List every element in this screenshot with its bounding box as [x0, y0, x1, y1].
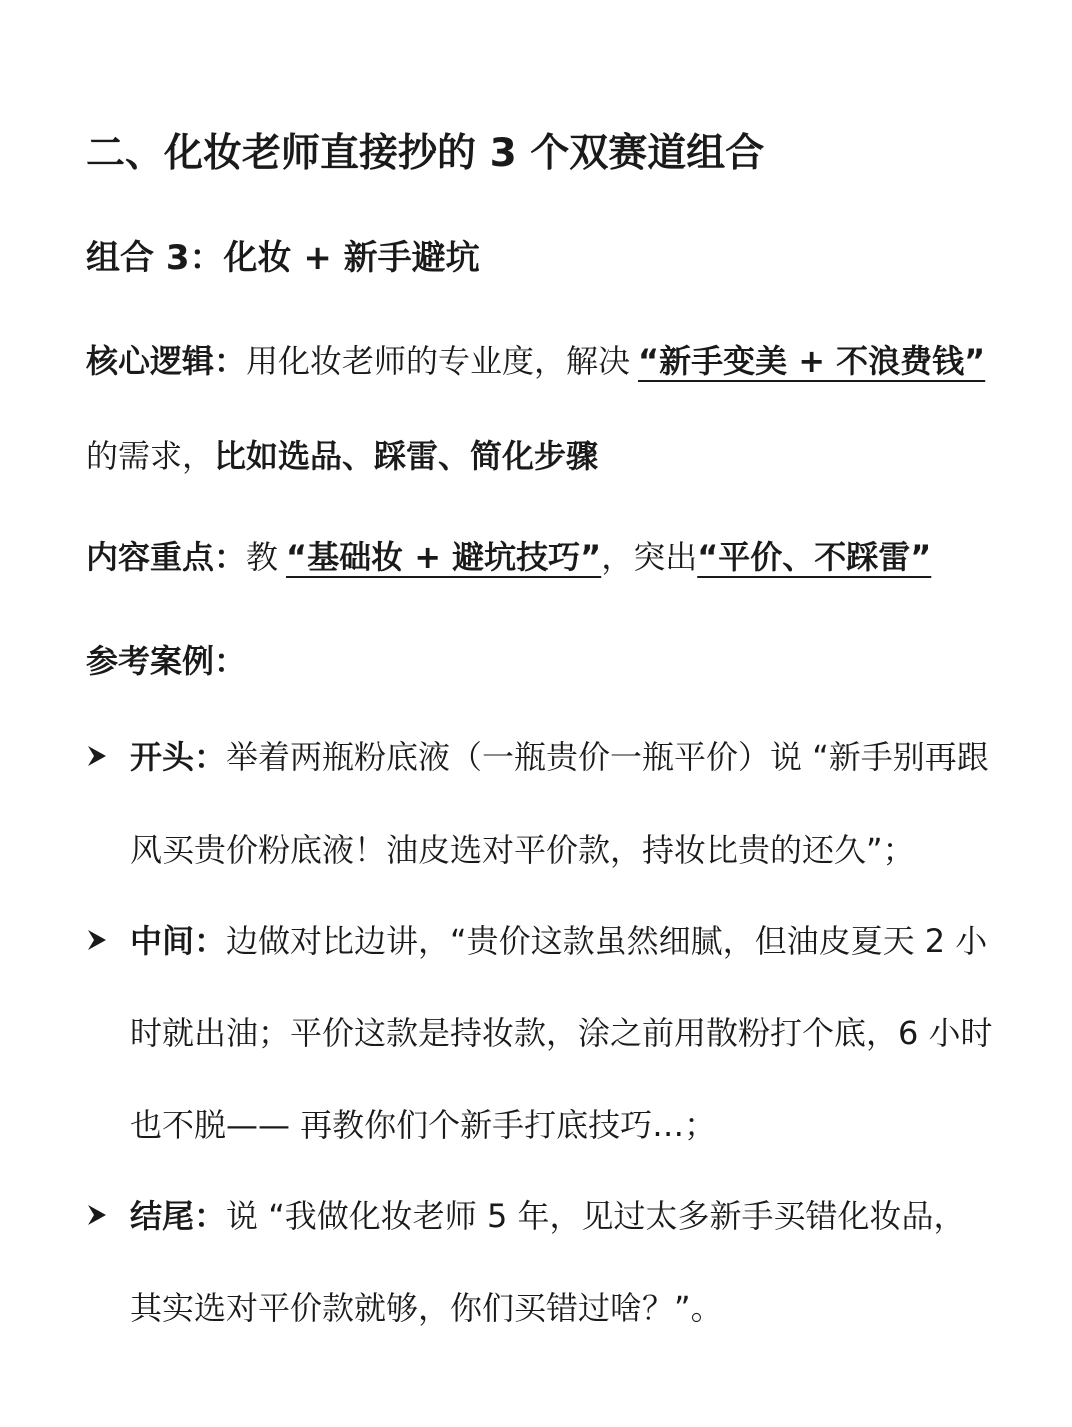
bullet-3-line-1	[130, 1197, 966, 1235]
content-focus-emphasize: ，突出	[601, 538, 698, 576]
bullet-3-text-1: 说 “我做化妆老师 5 年，见过太多新手买错化妆品，	[226, 1197, 966, 1235]
content-focus-teach: 教	[246, 538, 279, 576]
core-logic-text: 用化妆老师的专业度，解决	[246, 342, 631, 380]
bullet-1-line-2: 风买贵价粉底液！油皮选对平价款，持妆比贵的还久”；	[130, 831, 915, 869]
bullet-2-label: 中间：	[130, 922, 227, 960]
page-heading: 二、化妆老师直接抄的 3 个双赛道组合	[86, 131, 765, 176]
section-subheading: 组合 3：化妆 + 新手避坑	[86, 238, 480, 278]
core-logic-highlight: “新手变美 + 不浪费钱”	[638, 342, 986, 380]
bullet-1-line-1	[130, 738, 989, 776]
core-logic-line-2	[86, 437, 599, 475]
content-focus-label: 内容重点：	[86, 538, 247, 576]
bullet-2-text-1: 边做对比边讲，“贵价这款虽然细腻，但油皮夏天 2 小	[226, 922, 988, 960]
bullet-1-label: 开头：	[130, 738, 227, 776]
bullet-2-line-3: 也不脱—— 再教你们个新手打底技巧…；	[130, 1106, 717, 1144]
core-logic-examples: 比如选品、踩雷、简化步骤	[214, 437, 599, 475]
content-focus-highlight-1: “基础妆 + 避坑技巧”	[286, 538, 602, 576]
bullet-3-label: 结尾：	[130, 1197, 227, 1235]
content-focus-highlight-2: “平价、不踩雷”	[697, 538, 932, 576]
reference-label: 参考案例：	[86, 642, 247, 680]
content-focus-line	[86, 538, 932, 576]
core-logic-label: 核心逻辑：	[86, 342, 247, 380]
bullet-2-line-2: 时就出油；平价这款是持妆款，涂之前用散粉打个底，6 小时	[130, 1014, 993, 1052]
bullet-3-line-2: 其实选对平价款就够，你们买错过啥？”。	[130, 1289, 723, 1327]
bullet-1-text-1: 举着两瓶粉底液（一瓶贵价一瓶平价）说 “新手别再跟	[226, 738, 989, 776]
core-logic-line-1	[86, 342, 986, 380]
bullet-2-line-1	[130, 922, 988, 960]
core-logic-need: 的需求，	[86, 437, 215, 475]
